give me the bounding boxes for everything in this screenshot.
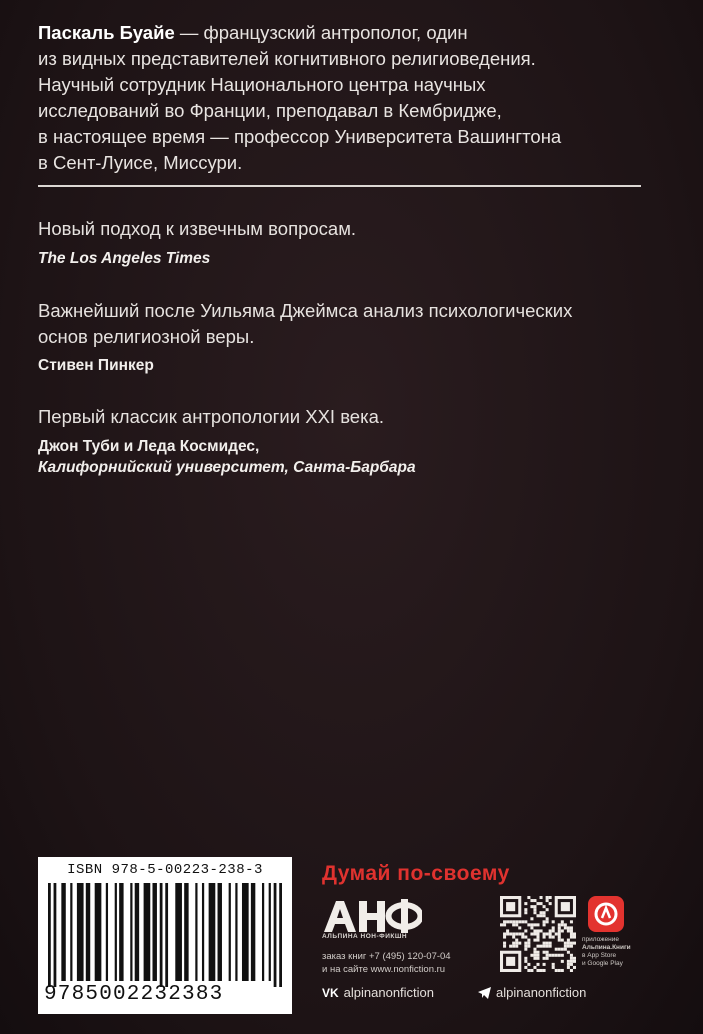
quote-2-line-2: основ религиозной веры.: [38, 326, 255, 347]
quote-1-source: [38, 248, 658, 269]
order-line-1: заказ книг +7 (495) 120-07-04: [322, 951, 451, 962]
bio-line-1: — французский антрополог, один: [174, 22, 468, 43]
app-text-line-1: приложение: [582, 936, 619, 943]
quote-2: [38, 298, 658, 350]
bio-line-2: из видных представителей когнитивного религиоведения.: [38, 48, 536, 69]
qr-code-icon: [500, 896, 576, 972]
quote-1-line-1: Новый подход к извечным вопросам.: [38, 218, 357, 239]
social-vk[interactable]: [322, 985, 434, 1000]
barcode-bars: [48, 883, 282, 987]
quote-2-source: [38, 355, 658, 376]
vk-icon: VK: [322, 985, 339, 1000]
quote-1: [38, 216, 658, 242]
quote-2-source-line-1: Стивен Пинкер: [38, 357, 154, 374]
isbn-text: ISBN 978-5-00223-238-3: [67, 862, 263, 878]
publisher-logo-icon: [322, 898, 422, 934]
author-bio: [38, 20, 658, 176]
app-text: [582, 936, 644, 968]
order-line-2: и на сайте www.nonfiction.ru: [322, 964, 446, 975]
telegram-icon: [478, 987, 491, 999]
social-telegram[interactable]: [478, 985, 586, 1000]
social-tg-handle: alpinanonfiction: [496, 985, 587, 1000]
app-logo-icon: [588, 896, 624, 932]
app-icon: [588, 896, 624, 932]
bio-line-4: исследований во Франции, преподавал в Кембридже,: [38, 100, 502, 121]
ean-digits: 9785002232383: [44, 983, 224, 1006]
quote-1-source-line-1: The Los Angeles Times: [38, 250, 211, 267]
app-text-line-4: и Google Play: [582, 960, 623, 967]
quote-3: [38, 404, 658, 430]
publisher-logo-sub: АЛЬПИНА НОН-ФИКШН: [322, 933, 408, 940]
order-info: [322, 950, 451, 976]
app-text-line-2: Альпина.Книги: [582, 944, 631, 951]
author-name: Паскаль Буайе: [38, 22, 175, 43]
quote-3-source: [38, 436, 658, 478]
bio-line-3: Научный сотрудник Национального центра научных: [38, 74, 486, 95]
bio-line-5: в настоящее время — профессор Университета Вашингтона: [38, 126, 562, 147]
app-text-line-3: в App Store: [582, 952, 617, 959]
social-vk-handle: alpinanonfiction: [343, 985, 435, 1000]
quote-3-source-line-1: Джон Туби и Леда Космидес,: [38, 438, 260, 455]
bio-line-6: в Сент-Луисе, Миссури.: [38, 152, 243, 173]
quote-3-source-line-2: Калифорнийский университет, Санта-Барбара: [38, 459, 416, 476]
publisher-slogan: Думай по-своему: [322, 862, 510, 885]
quote-2-line-1: Важнейший после Уильяма Джеймса анализ психологических: [38, 300, 573, 321]
barcode-box: [38, 857, 292, 1014]
divider-rule: [38, 185, 641, 187]
quote-3-line-1: Первый классик антропологии XXI века.: [38, 406, 385, 427]
